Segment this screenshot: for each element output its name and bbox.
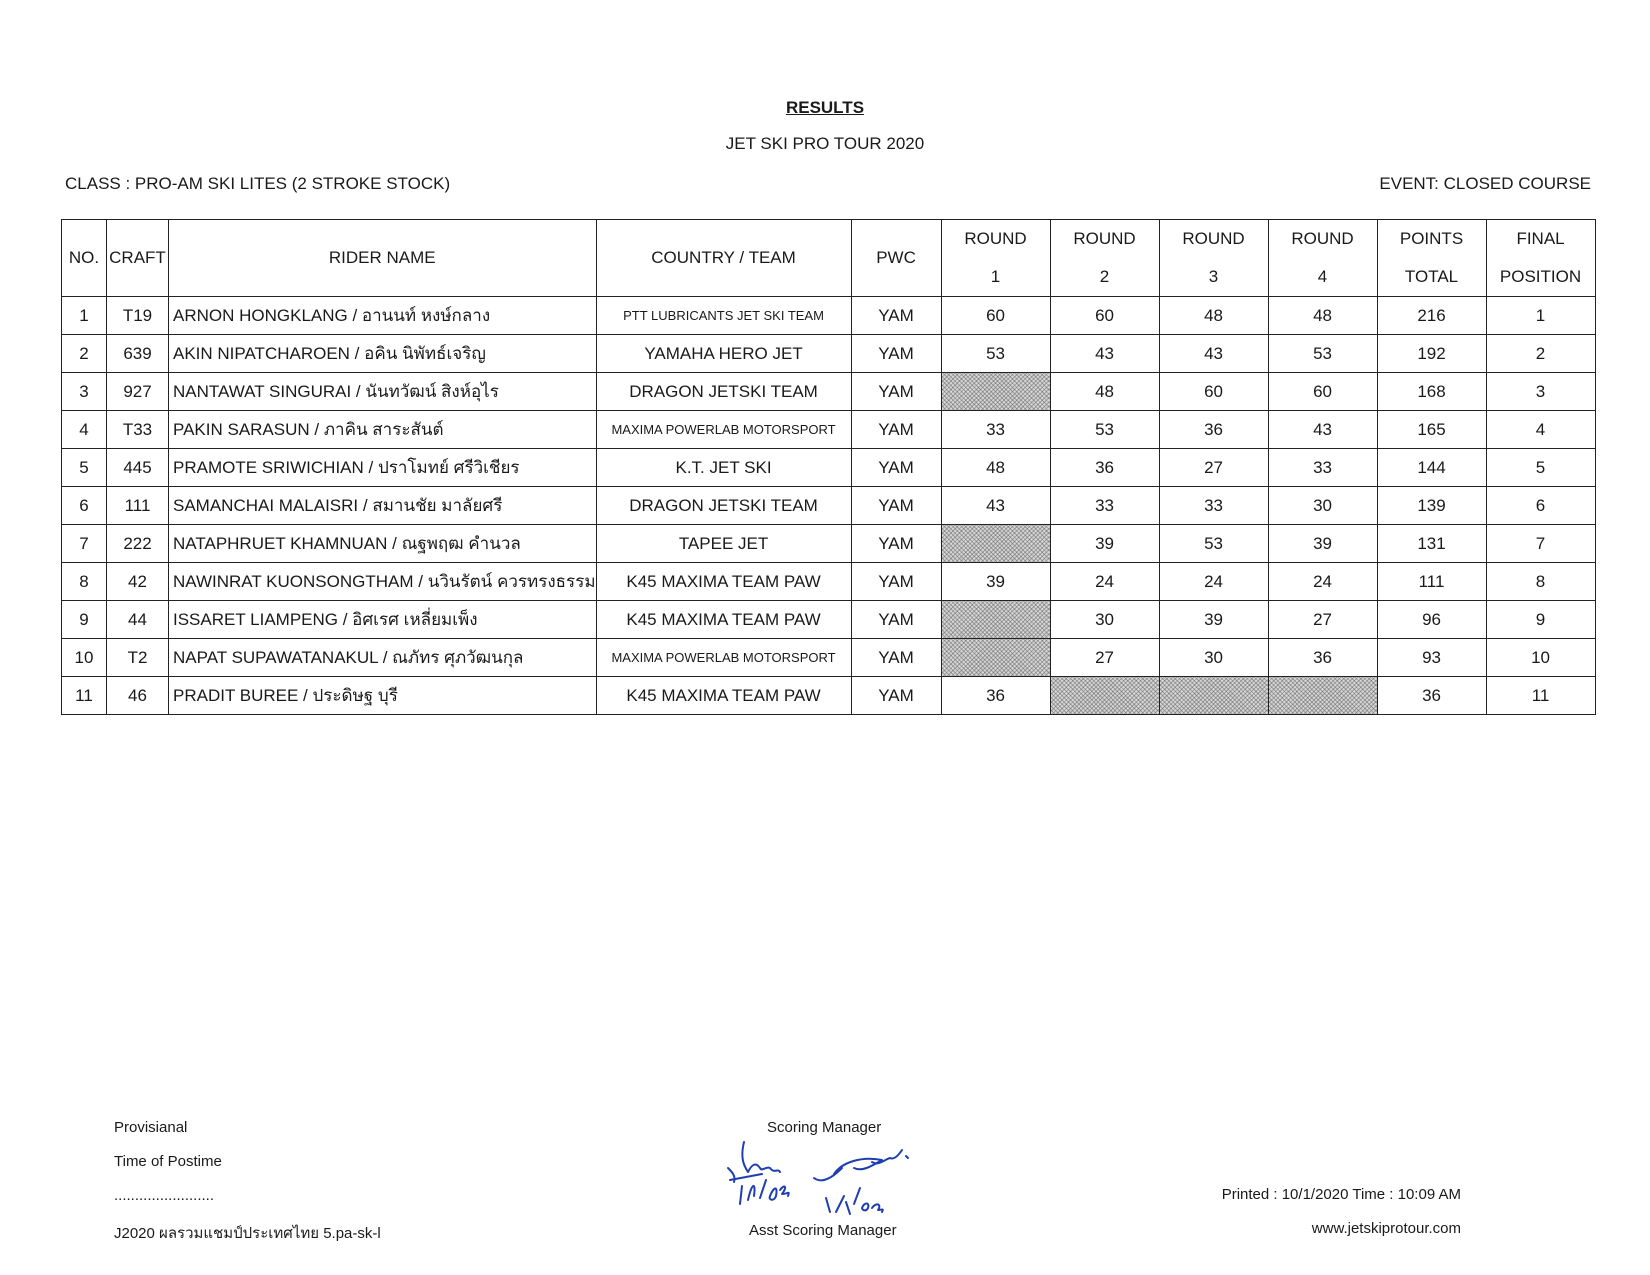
cell-craft: 46	[107, 677, 169, 715]
header-rider-name: RIDER NAME	[169, 220, 597, 297]
cell-pwc: YAM	[851, 449, 941, 487]
table-row	[62, 601, 1596, 639]
cell-round-2: 53	[1050, 411, 1159, 449]
cell-rider-name: NATAPHRUET KHAMNUAN / ณฐพฤฒ คำนวล	[169, 525, 597, 563]
results-table	[61, 219, 1596, 715]
cell-round-3: 24	[1159, 563, 1268, 601]
cell-country-team: YAMAHA HERO JET	[596, 335, 851, 373]
page-title: RESULTS	[785, 98, 865, 117]
cell-pwc: YAM	[851, 639, 941, 677]
cell-final-position: 4	[1486, 411, 1595, 449]
cell-rider-name: PAKIN SARASUN / ภาคิน สาระสันต์	[169, 411, 597, 449]
cell-round-1	[941, 639, 1050, 677]
table-row	[62, 411, 1596, 449]
cell-no: 7	[62, 525, 107, 563]
cell-rider-name: PRADIT BUREE / ประดิษฐ บุรี	[169, 677, 597, 715]
table-row	[62, 373, 1596, 411]
cell-pwc: YAM	[851, 525, 941, 563]
cell-no: 10	[62, 639, 107, 677]
cell-round-3: 53	[1159, 525, 1268, 563]
cell-no: 4	[62, 411, 107, 449]
postime-blank: ........................	[114, 1187, 215, 1204]
scoring-manager-label: Scoring Manager	[767, 1119, 882, 1136]
cell-rider-name: NAPAT SUPAWATANAKUL / ณภัทร ศุภวัฒนกุล	[169, 639, 597, 677]
table-row	[62, 677, 1596, 715]
cell-pwc: YAM	[851, 297, 941, 335]
cell-country-team: K.T. JET SKI	[596, 449, 851, 487]
cell-no: 6	[62, 487, 107, 525]
cell-no: 5	[62, 449, 107, 487]
cell-final-position: 7	[1486, 525, 1595, 563]
cell-rider-name: ARNON HONGKLANG / อานนท์ หงษ์กลาง	[169, 297, 597, 335]
cell-country-team: K45 MAXIMA TEAM PAW	[596, 563, 851, 601]
cell-round-1	[941, 525, 1050, 563]
cell-round-4: 53	[1268, 335, 1377, 373]
cell-rider-name: ISSARET LIAMPENG / อิศเรศ เหลี่ยมเพ็ง	[169, 601, 597, 639]
table-row	[62, 297, 1596, 335]
cell-points-total: 111	[1377, 563, 1486, 601]
cell-round-1	[941, 373, 1050, 411]
cell-round-2: 60	[1050, 297, 1159, 335]
header-points-total: POINTS TOTAL	[1377, 220, 1486, 297]
cell-pwc: YAM	[851, 373, 941, 411]
cell-round-3	[1159, 677, 1268, 715]
cell-craft: 639	[107, 335, 169, 373]
cell-points-total: 216	[1377, 297, 1486, 335]
header-country-team: COUNTRY / TEAM	[596, 220, 851, 297]
cell-no: 11	[62, 677, 107, 715]
cell-round-4: 33	[1268, 449, 1377, 487]
cell-final-position: 1	[1486, 297, 1595, 335]
page-subtitle: JET SKI PRO TOUR 2020	[725, 134, 925, 153]
cell-points-total: 36	[1377, 677, 1486, 715]
cell-round-4: 24	[1268, 563, 1377, 601]
cell-round-1: 60	[941, 297, 1050, 335]
cell-country-team: DRAGON JETSKI TEAM	[596, 373, 851, 411]
cell-points-total: 96	[1377, 601, 1486, 639]
cell-pwc: YAM	[851, 677, 941, 715]
cell-no: 1	[62, 297, 107, 335]
cell-pwc: YAM	[851, 411, 941, 449]
cell-round-2: 24	[1050, 563, 1159, 601]
header-craft: CRAFT	[107, 220, 169, 297]
provisional-label: Provisianal	[114, 1119, 188, 1136]
cell-round-3: 43	[1159, 335, 1268, 373]
table-row	[62, 449, 1596, 487]
table-row	[62, 639, 1596, 677]
file-reference: J2020 ผลรวมแชมป์ประเทศไทย 5.pa-sk-l	[114, 1225, 381, 1242]
cell-final-position: 5	[1486, 449, 1595, 487]
cell-country-team: MAXIMA POWERLAB MOTORSPORT	[596, 411, 851, 449]
cell-round-1: 53	[941, 335, 1050, 373]
time-of-postime-label: Time of Postime	[114, 1153, 222, 1170]
cell-rider-name: NAWINRAT KUONSONGTHAM / นวินรัตน์ ควรทรงธรรม	[169, 563, 597, 601]
website-url[interactable]: www.jetskiprotour.com	[1311, 1220, 1461, 1237]
cell-round-2: 36	[1050, 449, 1159, 487]
cell-country-team: K45 MAXIMA TEAM PAW	[596, 601, 851, 639]
cell-round-2: 39	[1050, 525, 1159, 563]
cell-pwc: YAM	[851, 601, 941, 639]
cell-no: 9	[62, 601, 107, 639]
cell-country-team: DRAGON JETSKI TEAM	[596, 487, 851, 525]
cell-rider-name: AKIN NIPATCHAROEN / อคิน นิพัทธ์เจริญ	[169, 335, 597, 373]
cell-round-3: 33	[1159, 487, 1268, 525]
cell-round-4: 36	[1268, 639, 1377, 677]
cell-country-team: TAPEE JET	[596, 525, 851, 563]
results-body	[62, 297, 1596, 715]
cell-pwc: YAM	[851, 487, 941, 525]
cell-craft: 44	[107, 601, 169, 639]
cell-round-3: 36	[1159, 411, 1268, 449]
cell-round-2: 33	[1050, 487, 1159, 525]
cell-pwc: YAM	[851, 563, 941, 601]
table-row	[62, 563, 1596, 601]
cell-no: 8	[62, 563, 107, 601]
cell-round-1: 43	[941, 487, 1050, 525]
table-row	[62, 487, 1596, 525]
cell-round-2: 43	[1050, 335, 1159, 373]
cell-points-total: 165	[1377, 411, 1486, 449]
cell-round-1: 33	[941, 411, 1050, 449]
header-pwc: PWC	[851, 220, 941, 297]
cell-craft: T19	[107, 297, 169, 335]
cell-points-total: 168	[1377, 373, 1486, 411]
cell-round-2: 48	[1050, 373, 1159, 411]
cell-round-4: 30	[1268, 487, 1377, 525]
cell-points-total: 131	[1377, 525, 1486, 563]
cell-points-total: 93	[1377, 639, 1486, 677]
cell-round-1: 39	[941, 563, 1050, 601]
header-round-3: ROUND 3	[1159, 220, 1268, 297]
cell-final-position: 8	[1486, 563, 1595, 601]
cell-final-position: 3	[1486, 373, 1595, 411]
cell-final-position: 11	[1486, 677, 1595, 715]
cell-round-2: 30	[1050, 601, 1159, 639]
table-row	[62, 335, 1596, 373]
cell-round-3: 27	[1159, 449, 1268, 487]
cell-round-3: 30	[1159, 639, 1268, 677]
cell-final-position: 10	[1486, 639, 1595, 677]
event-label: EVENT: CLOSED COURSE	[1379, 174, 1591, 193]
cell-round-1: 48	[941, 449, 1050, 487]
cell-points-total: 139	[1377, 487, 1486, 525]
cell-craft: 445	[107, 449, 169, 487]
cell-round-4: 39	[1268, 525, 1377, 563]
cell-craft: 222	[107, 525, 169, 563]
cell-craft: 42	[107, 563, 169, 601]
header-round-2: ROUND 2	[1050, 220, 1159, 297]
cell-final-position: 6	[1486, 487, 1595, 525]
cell-pwc: YAM	[851, 335, 941, 373]
cell-round-3: 39	[1159, 601, 1268, 639]
table-row	[62, 525, 1596, 563]
cell-craft: 111	[107, 487, 169, 525]
header-round-1: ROUND 1	[941, 220, 1050, 297]
cell-round-2: 27	[1050, 639, 1159, 677]
cell-craft: T2	[107, 639, 169, 677]
cell-final-position: 9	[1486, 601, 1595, 639]
cell-no: 2	[62, 335, 107, 373]
cell-rider-name: PRAMOTE SRIWICHIAN / ปราโมทย์ ศรีวิเชียร	[169, 449, 597, 487]
table-header-row	[62, 220, 1596, 297]
printed-timestamp: Printed : 10/1/2020 Time : 10:09 AM	[1221, 1186, 1461, 1203]
cell-rider-name: NANTAWAT SINGURAI / นันทวัฒน์ สิงห์อุไร	[169, 373, 597, 411]
header-final-position: FINAL POSITION	[1486, 220, 1595, 297]
cell-round-4: 48	[1268, 297, 1377, 335]
cell-craft: 927	[107, 373, 169, 411]
cell-round-4: 60	[1268, 373, 1377, 411]
cell-craft: T33	[107, 411, 169, 449]
header-round-4: ROUND 4	[1268, 220, 1377, 297]
cell-round-1: 36	[941, 677, 1050, 715]
cell-points-total: 192	[1377, 335, 1486, 373]
cell-country-team: PTT LUBRICANTS JET SKI TEAM	[596, 297, 851, 335]
cell-round-3: 48	[1159, 297, 1268, 335]
cell-rider-name: SAMANCHAI MALAISRI / สมานชัย มาลัยศรี	[169, 487, 597, 525]
cell-round-4: 27	[1268, 601, 1377, 639]
cell-round-4	[1268, 677, 1377, 715]
cell-round-3: 60	[1159, 373, 1268, 411]
cell-final-position: 2	[1486, 335, 1595, 373]
cell-round-1	[941, 601, 1050, 639]
cell-round-4: 43	[1268, 411, 1377, 449]
cell-points-total: 144	[1377, 449, 1486, 487]
header-no: NO.	[62, 220, 107, 297]
cell-no: 3	[62, 373, 107, 411]
signature-image	[722, 1138, 942, 1228]
asst-scoring-manager-label: Asst Scoring Manager	[749, 1222, 897, 1239]
cell-country-team: MAXIMA POWERLAB MOTORSPORT	[596, 639, 851, 677]
class-label: CLASS : PRO-AM SKI LITES (2 STROKE STOCK)	[65, 174, 451, 193]
cell-round-2	[1050, 677, 1159, 715]
cell-country-team: K45 MAXIMA TEAM PAW	[596, 677, 851, 715]
